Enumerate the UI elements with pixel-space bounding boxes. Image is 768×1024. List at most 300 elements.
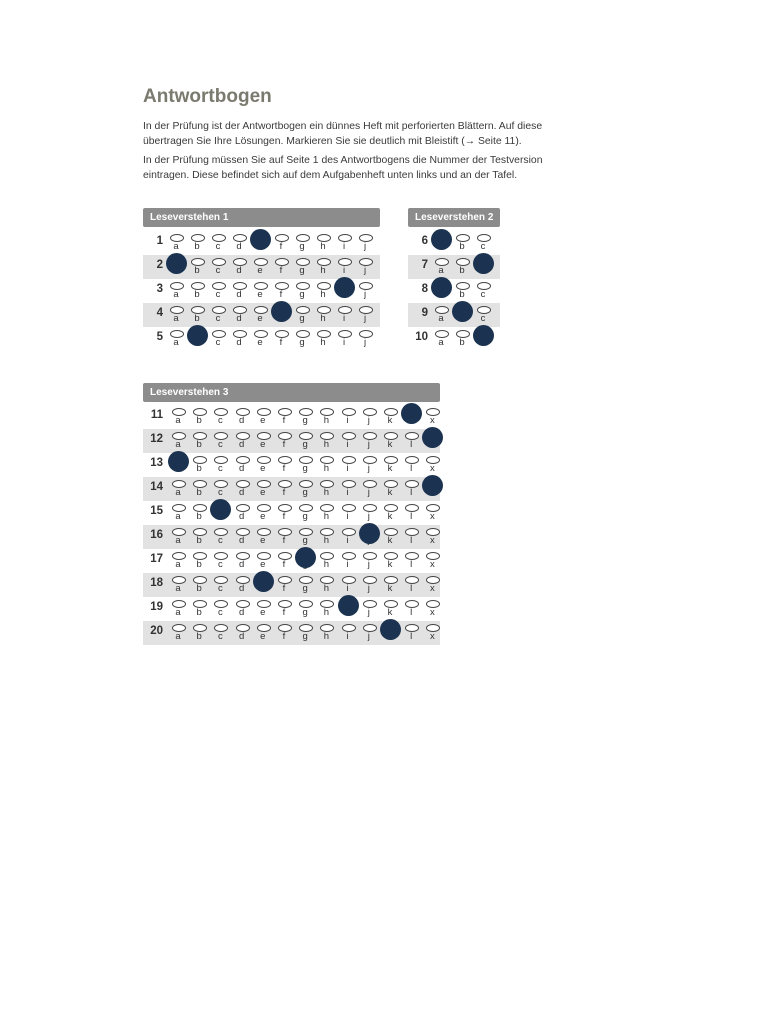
answer-option-j[interactable]	[357, 327, 375, 351]
answer-option-a[interactable]	[168, 327, 186, 351]
answer-option-j[interactable]	[361, 429, 379, 453]
answer-option-x[interactable]	[424, 477, 442, 501]
option-letter: x	[430, 535, 435, 546]
answer-option-a[interactable]	[170, 477, 188, 501]
option-letter: k	[387, 559, 393, 570]
answer-option-f[interactable]	[273, 255, 291, 279]
answer-option-g[interactable]	[297, 501, 315, 525]
option-letter: x	[430, 463, 435, 474]
answer-option-f[interactable]	[273, 303, 291, 327]
option-letter: x	[430, 415, 435, 426]
answer-option-e[interactable]	[252, 231, 270, 255]
answer-option-h[interactable]	[318, 549, 336, 573]
answer-option-h[interactable]	[318, 477, 336, 501]
option-letter: i	[342, 241, 346, 252]
answer-option-g[interactable]	[297, 453, 315, 477]
answer-option-x[interactable]	[424, 453, 442, 477]
option-letter: a	[173, 313, 179, 324]
answer-option-f[interactable]	[276, 597, 294, 621]
page-title: Antwortbogen	[143, 86, 272, 107]
option-letter: d	[238, 631, 245, 642]
answer-option-l[interactable]	[403, 477, 421, 501]
answer-option-h[interactable]	[318, 501, 336, 525]
answer-option-a[interactable]	[170, 621, 188, 645]
answer-option-c[interactable]	[210, 279, 228, 303]
answer-option-e[interactable]	[252, 255, 270, 279]
option-letter: g	[302, 607, 308, 618]
answer-option-a[interactable]	[433, 231, 451, 255]
answer-option-i[interactable]	[340, 573, 358, 597]
answer-option-e[interactable]	[255, 501, 273, 525]
option-letter: h	[320, 241, 326, 252]
answer-option-x[interactable]	[424, 525, 442, 549]
answer-option-h[interactable]	[318, 453, 336, 477]
answer-option-e[interactable]	[252, 303, 270, 327]
option-letter: d	[238, 487, 245, 498]
option-letter: b	[194, 265, 200, 276]
answer-option-k[interactable]	[382, 525, 400, 549]
answer-option-c[interactable]	[212, 477, 230, 501]
option-letter: c	[218, 583, 223, 594]
answer-option-d[interactable]	[234, 477, 252, 501]
answer-option-d[interactable]	[231, 255, 249, 279]
answer-option-f[interactable]	[276, 621, 294, 645]
answer-option-b[interactable]	[454, 255, 472, 279]
answer-option-i[interactable]	[340, 477, 358, 501]
answer-option-b[interactable]	[454, 231, 472, 255]
answer-option-d[interactable]	[234, 405, 252, 429]
option-letter: d	[236, 241, 242, 252]
answer-option-c[interactable]	[212, 405, 230, 429]
option-letter: h	[323, 559, 330, 570]
answer-option-d[interactable]	[231, 279, 249, 303]
answer-option-a[interactable]	[433, 303, 451, 327]
option-letter: f	[279, 241, 283, 252]
option-letter: b	[459, 289, 465, 300]
answer-option-c[interactable]	[212, 525, 230, 549]
option-letter: g	[302, 535, 308, 546]
answer-option-j[interactable]	[357, 231, 375, 255]
section-header: Leseverstehen 3	[143, 383, 440, 402]
answer-option-a[interactable]	[168, 279, 186, 303]
option-letter: e	[260, 439, 266, 450]
row-number: 1	[156, 235, 163, 247]
answer-option-h[interactable]	[315, 303, 333, 327]
option-letter: b	[196, 583, 202, 594]
row-number: 20	[150, 625, 163, 637]
answer-option-d[interactable]	[234, 501, 252, 525]
answer-option-b[interactable]	[189, 255, 207, 279]
answer-option-i[interactable]	[340, 549, 358, 573]
answer-option-l[interactable]	[403, 621, 421, 645]
option-letter: a	[175, 607, 181, 618]
answer-option-k[interactable]	[382, 597, 400, 621]
answer-option-h[interactable]	[315, 231, 333, 255]
answer-option-d[interactable]	[234, 525, 252, 549]
answer-option-i[interactable]	[336, 255, 354, 279]
option-letter: e	[260, 487, 266, 498]
answer-option-c[interactable]	[212, 621, 230, 645]
answer-option-f[interactable]	[276, 477, 294, 501]
option-letter: j	[367, 631, 370, 642]
answer-option-j[interactable]	[361, 405, 379, 429]
option-letter: j	[367, 487, 370, 498]
answer-option-a[interactable]	[170, 549, 188, 573]
row-number: 6	[421, 235, 428, 247]
option-letter: l	[410, 535, 413, 546]
filled-mark	[473, 253, 494, 274]
option-letter: e	[260, 559, 266, 570]
answer-option-j[interactable]	[361, 453, 379, 477]
answer-option-i[interactable]	[340, 453, 358, 477]
section-leseverstehen-2	[408, 208, 500, 351]
answer-option-b[interactable]	[191, 573, 209, 597]
answer-option-c[interactable]	[475, 255, 493, 279]
answer-option-a[interactable]	[170, 573, 188, 597]
answer-option-i[interactable]	[340, 501, 358, 525]
answer-option-i[interactable]	[336, 327, 354, 351]
answer-option-h[interactable]	[318, 429, 336, 453]
answer-option-b[interactable]	[191, 621, 209, 645]
answer-row	[143, 279, 380, 303]
answer-option-e[interactable]	[255, 621, 273, 645]
answer-option-g[interactable]	[294, 327, 312, 351]
answer-option-e[interactable]	[255, 405, 273, 429]
answer-option-e[interactable]	[252, 327, 270, 351]
option-letter: e	[260, 463, 266, 474]
answer-option-d[interactable]	[234, 453, 252, 477]
answer-row	[408, 303, 500, 327]
answer-option-a[interactable]	[170, 597, 188, 621]
option-letter: b	[196, 559, 202, 570]
answer-option-l[interactable]	[403, 405, 421, 429]
answer-option-g[interactable]	[297, 405, 315, 429]
option-letter: f	[282, 439, 286, 450]
answer-option-g[interactable]	[294, 279, 312, 303]
answer-option-c[interactable]	[212, 597, 230, 621]
answer-option-e[interactable]	[255, 549, 273, 573]
answer-option-b[interactable]	[189, 327, 207, 351]
answer-option-l[interactable]	[403, 429, 421, 453]
answer-option-l[interactable]	[403, 453, 421, 477]
option-letter: f	[282, 415, 286, 426]
option-letter: h	[323, 463, 330, 474]
answer-option-b[interactable]	[189, 279, 207, 303]
answer-option-l[interactable]	[403, 573, 421, 597]
option-letter: a	[173, 337, 179, 348]
option-letter: a	[175, 535, 181, 546]
answer-option-c[interactable]	[212, 429, 230, 453]
answer-option-e[interactable]	[255, 429, 273, 453]
answer-option-f[interactable]	[273, 279, 291, 303]
answer-option-g[interactable]	[297, 477, 315, 501]
answer-option-i[interactable]	[340, 429, 358, 453]
answer-option-x[interactable]	[424, 573, 442, 597]
answer-option-h[interactable]	[318, 621, 336, 645]
option-letter: a	[175, 487, 181, 498]
answer-option-c[interactable]	[212, 453, 230, 477]
option-letter: a	[175, 631, 181, 642]
answer-option-g[interactable]	[297, 525, 315, 549]
answer-option-c[interactable]	[210, 303, 228, 327]
option-letter: h	[323, 487, 330, 498]
answer-option-i[interactable]	[340, 525, 358, 549]
answer-option-b[interactable]	[191, 597, 209, 621]
answer-option-k[interactable]	[382, 573, 400, 597]
answer-option-x[interactable]	[424, 405, 442, 429]
answer-option-a[interactable]	[168, 255, 186, 279]
option-letter: b	[459, 337, 465, 348]
answer-option-g[interactable]	[297, 573, 315, 597]
answer-row	[143, 597, 440, 621]
answer-option-i[interactable]	[340, 597, 358, 621]
option-letter: g	[299, 265, 305, 276]
option-letter: j	[367, 607, 370, 618]
answer-option-x[interactable]	[424, 597, 442, 621]
answer-option-f[interactable]	[276, 429, 294, 453]
option-letter: c	[480, 289, 486, 300]
option-letter: e	[260, 631, 266, 642]
option-letter: a	[438, 265, 444, 276]
option-letter: j	[363, 289, 367, 300]
answer-option-c[interactable]	[212, 573, 230, 597]
answer-option-j[interactable]	[361, 621, 379, 645]
answer-option-i[interactable]	[340, 621, 358, 645]
answer-option-d[interactable]	[231, 327, 249, 351]
answer-option-i[interactable]	[336, 231, 354, 255]
answer-option-a[interactable]	[170, 453, 188, 477]
option-letter: a	[173, 289, 179, 300]
answer-option-x[interactable]	[424, 501, 442, 525]
answer-option-c[interactable]	[212, 549, 230, 573]
answer-option-j[interactable]	[361, 525, 379, 549]
option-letter: c	[215, 241, 221, 252]
option-letter: f	[282, 463, 286, 474]
option-letter: b	[459, 265, 465, 276]
answer-row	[408, 279, 500, 303]
option-letter: c	[218, 607, 223, 618]
answer-option-j[interactable]	[361, 477, 379, 501]
answer-option-l[interactable]	[403, 549, 421, 573]
answer-option-h[interactable]	[318, 525, 336, 549]
answer-option-c[interactable]	[210, 327, 228, 351]
answer-row	[408, 327, 500, 351]
answer-row	[143, 525, 440, 549]
answer-option-f[interactable]	[276, 549, 294, 573]
row-number: 5	[156, 331, 163, 343]
filled-mark	[473, 325, 494, 346]
answer-option-e[interactable]	[255, 525, 273, 549]
answer-option-h[interactable]	[318, 573, 336, 597]
answer-option-d[interactable]	[234, 621, 252, 645]
answer-option-d[interactable]	[234, 573, 252, 597]
answer-option-e[interactable]	[255, 477, 273, 501]
answer-option-i[interactable]	[336, 279, 354, 303]
answer-option-j[interactable]	[357, 279, 375, 303]
option-letter: j	[363, 265, 367, 276]
option-letter: x	[430, 559, 435, 570]
answer-option-b[interactable]	[191, 405, 209, 429]
option-letter: l	[410, 439, 413, 450]
answer-option-k[interactable]	[382, 501, 400, 525]
answer-option-f[interactable]	[276, 573, 294, 597]
option-letter: j	[367, 583, 370, 594]
answer-option-g[interactable]	[294, 303, 312, 327]
option-letter: f	[282, 487, 286, 498]
filled-mark	[334, 277, 355, 298]
answer-row	[143, 573, 440, 597]
option-letter: h	[323, 511, 330, 522]
answer-option-h[interactable]	[318, 597, 336, 621]
answer-option-a[interactable]	[433, 279, 451, 303]
answer-option-f[interactable]	[276, 453, 294, 477]
option-letter: g	[302, 415, 308, 426]
option-letter: b	[196, 535, 202, 546]
intro-paragraph-1: In der Prüfung ist der Antwortbogen ein dünnes Heft mit perforierten Blättern. Auf diese übertragen Sie Ihre Lösungen. Markieren Sie sie deutlich mit Bleistift (→ Seite 11).	[143, 121, 543, 147]
answer-option-b[interactable]	[191, 477, 209, 501]
answer-option-l[interactable]	[403, 501, 421, 525]
option-letter: j	[367, 511, 370, 522]
answer-option-b[interactable]	[454, 279, 472, 303]
answer-option-x[interactable]	[424, 621, 442, 645]
option-letter: b	[194, 313, 200, 324]
answer-option-k[interactable]	[382, 429, 400, 453]
answer-row	[143, 327, 380, 351]
answer-option-h[interactable]	[315, 255, 333, 279]
answer-option-f[interactable]	[276, 501, 294, 525]
option-letter: h	[323, 607, 330, 618]
answer-option-e[interactable]	[255, 573, 273, 597]
option-letter: h	[323, 415, 330, 426]
answer-option-f[interactable]	[276, 525, 294, 549]
answer-row	[408, 255, 500, 279]
section-leseverstehen-3	[143, 383, 440, 645]
answer-option-i[interactable]	[336, 303, 354, 327]
option-letter: b	[196, 511, 202, 522]
answer-option-k[interactable]	[382, 549, 400, 573]
answer-option-c[interactable]	[475, 327, 493, 351]
option-letter: g	[302, 511, 308, 522]
answer-option-c[interactable]	[212, 501, 230, 525]
answer-option-d[interactable]	[231, 303, 249, 327]
option-letter: l	[410, 559, 413, 570]
answer-option-a[interactable]	[170, 525, 188, 549]
answer-option-c[interactable]	[475, 303, 493, 327]
filled-mark	[271, 301, 292, 322]
option-letter: b	[196, 631, 202, 642]
option-letter: f	[279, 289, 283, 300]
answer-option-g[interactable]	[294, 231, 312, 255]
answer-option-g[interactable]	[297, 597, 315, 621]
answer-option-j[interactable]	[357, 303, 375, 327]
answer-option-d[interactable]	[231, 231, 249, 255]
answer-option-g[interactable]	[297, 549, 315, 573]
answer-option-a[interactable]	[168, 303, 186, 327]
answer-option-j[interactable]	[361, 501, 379, 525]
answer-option-b[interactable]	[454, 303, 472, 327]
answer-option-b[interactable]	[191, 429, 209, 453]
answer-option-b[interactable]	[191, 501, 209, 525]
option-letter: b	[196, 487, 202, 498]
answer-option-a[interactable]	[170, 405, 188, 429]
answer-option-b[interactable]	[454, 327, 472, 351]
answer-option-g[interactable]	[294, 255, 312, 279]
answer-option-j[interactable]	[361, 549, 379, 573]
option-letter: b	[196, 415, 202, 426]
option-letter: d	[238, 607, 245, 618]
option-letter: a	[438, 313, 444, 324]
answer-option-h[interactable]	[318, 405, 336, 429]
answer-option-h[interactable]	[315, 279, 333, 303]
answer-option-b[interactable]	[189, 303, 207, 327]
answer-option-f[interactable]	[276, 405, 294, 429]
answer-option-d[interactable]	[234, 597, 252, 621]
answer-option-x[interactable]	[424, 549, 442, 573]
answer-option-a[interactable]	[168, 231, 186, 255]
answer-option-a[interactable]	[433, 255, 451, 279]
answer-option-f[interactable]	[273, 231, 291, 255]
answer-option-b[interactable]	[191, 549, 209, 573]
option-letter: k	[387, 487, 393, 498]
option-letter: j	[363, 337, 367, 348]
answer-option-e[interactable]	[252, 279, 270, 303]
answer-option-a[interactable]	[170, 501, 188, 525]
option-letter: c	[215, 313, 221, 324]
answer-option-c[interactable]	[210, 255, 228, 279]
answer-option-a[interactable]	[433, 327, 451, 351]
answer-option-d[interactable]	[234, 429, 252, 453]
option-letter: i	[342, 265, 346, 276]
answer-option-c[interactable]	[475, 279, 493, 303]
option-letter: g	[302, 439, 308, 450]
option-letter: g	[302, 463, 308, 474]
answer-option-b[interactable]	[191, 453, 209, 477]
answer-option-j[interactable]	[361, 573, 379, 597]
answer-option-j[interactable]	[357, 255, 375, 279]
answer-option-l[interactable]	[403, 597, 421, 621]
option-letter: d	[236, 313, 242, 324]
answer-option-g[interactable]	[297, 621, 315, 645]
option-letter: d	[238, 535, 245, 546]
answer-option-k[interactable]	[382, 405, 400, 429]
answer-option-e[interactable]	[255, 453, 273, 477]
option-letter: j	[367, 463, 370, 474]
answer-option-k[interactable]	[382, 477, 400, 501]
option-letter: e	[260, 607, 266, 618]
answer-option-a[interactable]	[170, 429, 188, 453]
option-letter: j	[367, 415, 370, 426]
answer-option-k[interactable]	[382, 453, 400, 477]
answer-option-l[interactable]	[403, 525, 421, 549]
answer-option-e[interactable]	[255, 597, 273, 621]
option-letter: i	[342, 313, 346, 324]
row-number: 19	[150, 601, 163, 613]
answer-option-h[interactable]	[315, 327, 333, 351]
answer-option-f[interactable]	[273, 327, 291, 351]
answer-option-b[interactable]	[189, 231, 207, 255]
answer-option-d[interactable]	[234, 549, 252, 573]
answer-option-b[interactable]	[191, 525, 209, 549]
option-letter: c	[480, 313, 486, 324]
answer-option-j[interactable]	[361, 597, 379, 621]
answer-option-x[interactable]	[424, 429, 442, 453]
answer-row	[408, 231, 500, 255]
answer-option-g[interactable]	[297, 429, 315, 453]
answer-option-c[interactable]	[210, 231, 228, 255]
answer-option-k[interactable]	[382, 621, 400, 645]
answer-option-i[interactable]	[340, 405, 358, 429]
answer-option-c[interactable]	[475, 231, 493, 255]
